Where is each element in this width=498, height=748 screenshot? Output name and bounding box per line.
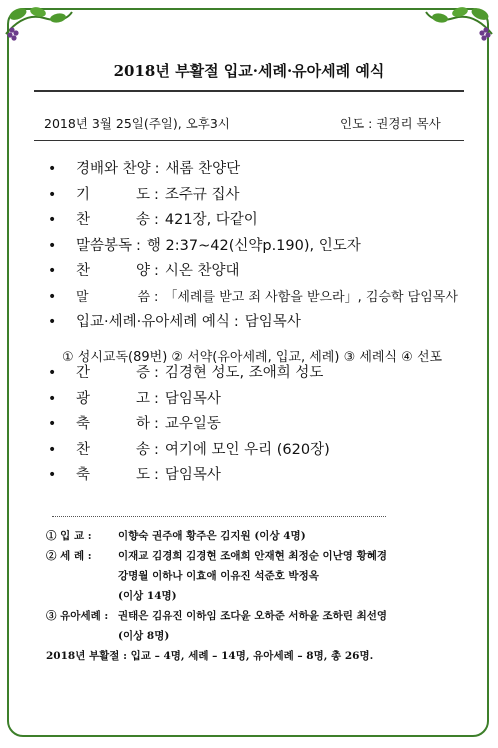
service-item-content: 조주규 집사 xyxy=(164,186,240,203)
service-item-separator: : xyxy=(154,467,159,483)
bullet-icon: • xyxy=(48,390,57,407)
service-item-separator: : xyxy=(154,441,159,458)
service-item-label-char: 말 xyxy=(76,289,89,305)
service-datetime: 2018년 3월 25일(주일), 오후3시 xyxy=(44,116,230,131)
bullet-icon: • xyxy=(48,467,57,483)
confirmation-label: ① 입 교 : xyxy=(46,530,92,542)
service-item-label-char: 기 xyxy=(76,186,91,203)
bullet-icon: • xyxy=(48,186,57,203)
service-item-label-char: 찬 xyxy=(76,212,91,228)
service-item-separator: : xyxy=(154,289,159,305)
total-summary: 2018년 부활절 : 입교 – 4명, 세례 – 14명, 유아세례 – 8명, 총 26명. xyxy=(46,650,374,662)
service-item-separator: : xyxy=(154,263,159,279)
baptism-names-line2: 강명월 이하나 이효애 이유진 석준호 박정옥 xyxy=(118,570,319,582)
service-item xyxy=(48,285,458,311)
service-item-label xyxy=(76,463,150,489)
confirmation-names: 이향숙 권주애 황주은 김지원 (이상 4명) xyxy=(118,530,306,542)
service-item-content: 교우일동 xyxy=(164,416,221,432)
bullet-icon: • xyxy=(48,416,57,432)
service-item-content: 담임목사 xyxy=(164,467,221,483)
service-item-label xyxy=(76,208,150,234)
service-item xyxy=(48,310,458,336)
service-item xyxy=(48,208,458,234)
service-item-label-char: 하 xyxy=(135,416,150,432)
service-item-separator: : xyxy=(136,237,141,254)
baptism-count: (이상 14명) xyxy=(118,590,177,602)
service-item-label-char: 축 xyxy=(76,416,91,432)
service-item-separator: : xyxy=(154,416,159,432)
service-item-label-char: 도 xyxy=(135,186,150,203)
service-item-label-char: 씀 xyxy=(137,289,150,305)
service-item-label-char: 광 xyxy=(76,390,91,407)
service-item xyxy=(48,259,458,285)
bullet-icon: • xyxy=(48,161,57,177)
service-item-content: 김경현 성도, 조애희 성도 xyxy=(164,365,324,381)
service-item-content: 담임목사 xyxy=(244,314,301,330)
service-item-content: 시온 찬양대 xyxy=(164,263,240,279)
service-item-content: 새롬 찬양단 xyxy=(165,161,241,177)
service-item-separator: : xyxy=(233,314,239,330)
service-item-content: 「세례를 받고 죄 사함을 받으라」, 김승학 담임목사 xyxy=(164,289,458,305)
bullet-icon: • xyxy=(48,263,57,279)
service-item-separator: : xyxy=(154,186,159,203)
infant-baptism-row xyxy=(46,606,388,626)
baptism-row xyxy=(46,546,388,566)
service-item-label-char: 도 xyxy=(135,467,150,483)
service-item xyxy=(48,463,458,489)
service-item-label-char: 고 xyxy=(135,390,150,407)
participants-notes xyxy=(46,526,388,666)
baptism-names-line1: 이재교 김경희 김경현 조애희 안재현 최정순 이난영 황혜경 xyxy=(118,550,388,562)
bullet-icon: • xyxy=(48,314,57,330)
bullet-icon: • xyxy=(48,365,57,381)
service-item-separator: : xyxy=(154,365,159,381)
grape-vine-ornament-left xyxy=(4,4,74,44)
service-item xyxy=(48,157,458,183)
officiant: 인도 : 권경리 목사 xyxy=(340,116,441,131)
service-item xyxy=(48,412,458,438)
service-item xyxy=(48,183,458,209)
service-item-label: 입교·세례·유아세례 예식 xyxy=(76,314,230,330)
service-item-label: 경배와 찬양 xyxy=(76,161,151,177)
title-divider xyxy=(34,90,464,92)
service-item-label xyxy=(76,412,150,438)
infant-baptism-count: (이상 8명) xyxy=(118,630,170,642)
service-item-content: 담임목사 xyxy=(164,390,221,407)
grape-vine-ornament-right xyxy=(424,4,494,44)
baptism-label: ② 세 례 : xyxy=(46,550,92,562)
bullet-icon: • xyxy=(48,441,57,458)
service-item-label xyxy=(76,285,150,311)
service-item-label xyxy=(76,259,150,285)
service-item-label-char: 송 xyxy=(135,212,150,228)
service-item-label-char: 찬 xyxy=(76,263,91,279)
service-item-label xyxy=(76,183,150,209)
infant-baptism-names: 권태은 김유진 이하임 조다윤 오하준 서하윤 조하린 최선영 xyxy=(118,610,388,622)
page-title: 2018년 부활절 입교·세례·유아세례 예식 xyxy=(113,62,385,80)
bullet-icon: • xyxy=(48,212,57,228)
bullet-icon: • xyxy=(48,288,57,305)
service-item xyxy=(48,438,458,464)
infant-baptism-label: ③ 유아세례 : xyxy=(46,610,109,622)
service-item-label-char: 송 xyxy=(135,441,150,458)
service-item xyxy=(48,234,458,260)
order-of-service xyxy=(48,157,458,489)
service-item-label-char: 간 xyxy=(76,365,91,381)
service-item-content: 여기에 모인 우리 (620장) xyxy=(164,441,330,458)
service-item-label-char: 찬 xyxy=(76,441,91,458)
service-item-separator: : xyxy=(154,212,159,228)
service-item-label xyxy=(76,387,150,413)
dotted-divider xyxy=(52,516,386,517)
service-item-content: 행 2:37~42(신약p.190), 인도자 xyxy=(146,237,361,254)
service-item-separator: : xyxy=(154,390,159,407)
service-item-separator: : xyxy=(154,161,160,177)
service-item-content: 421장, 다같이 xyxy=(164,212,258,228)
service-item-label-char: 축 xyxy=(76,467,91,483)
service-item xyxy=(48,387,458,413)
service-item-label xyxy=(76,438,150,464)
bullet-icon: • xyxy=(48,237,57,254)
ceremony-steps: ① 성시교독(89번) ② 서약(유아세례, 입교, 세례) ③ 세례식 ④ 선포 xyxy=(62,350,443,365)
service-item-label: 말씀봉독 xyxy=(76,237,133,254)
confirmation-row xyxy=(46,526,373,546)
service-item-label-char: 양 xyxy=(135,263,150,279)
service-item-label-char: 증 xyxy=(135,365,150,381)
header-divider xyxy=(34,140,464,141)
